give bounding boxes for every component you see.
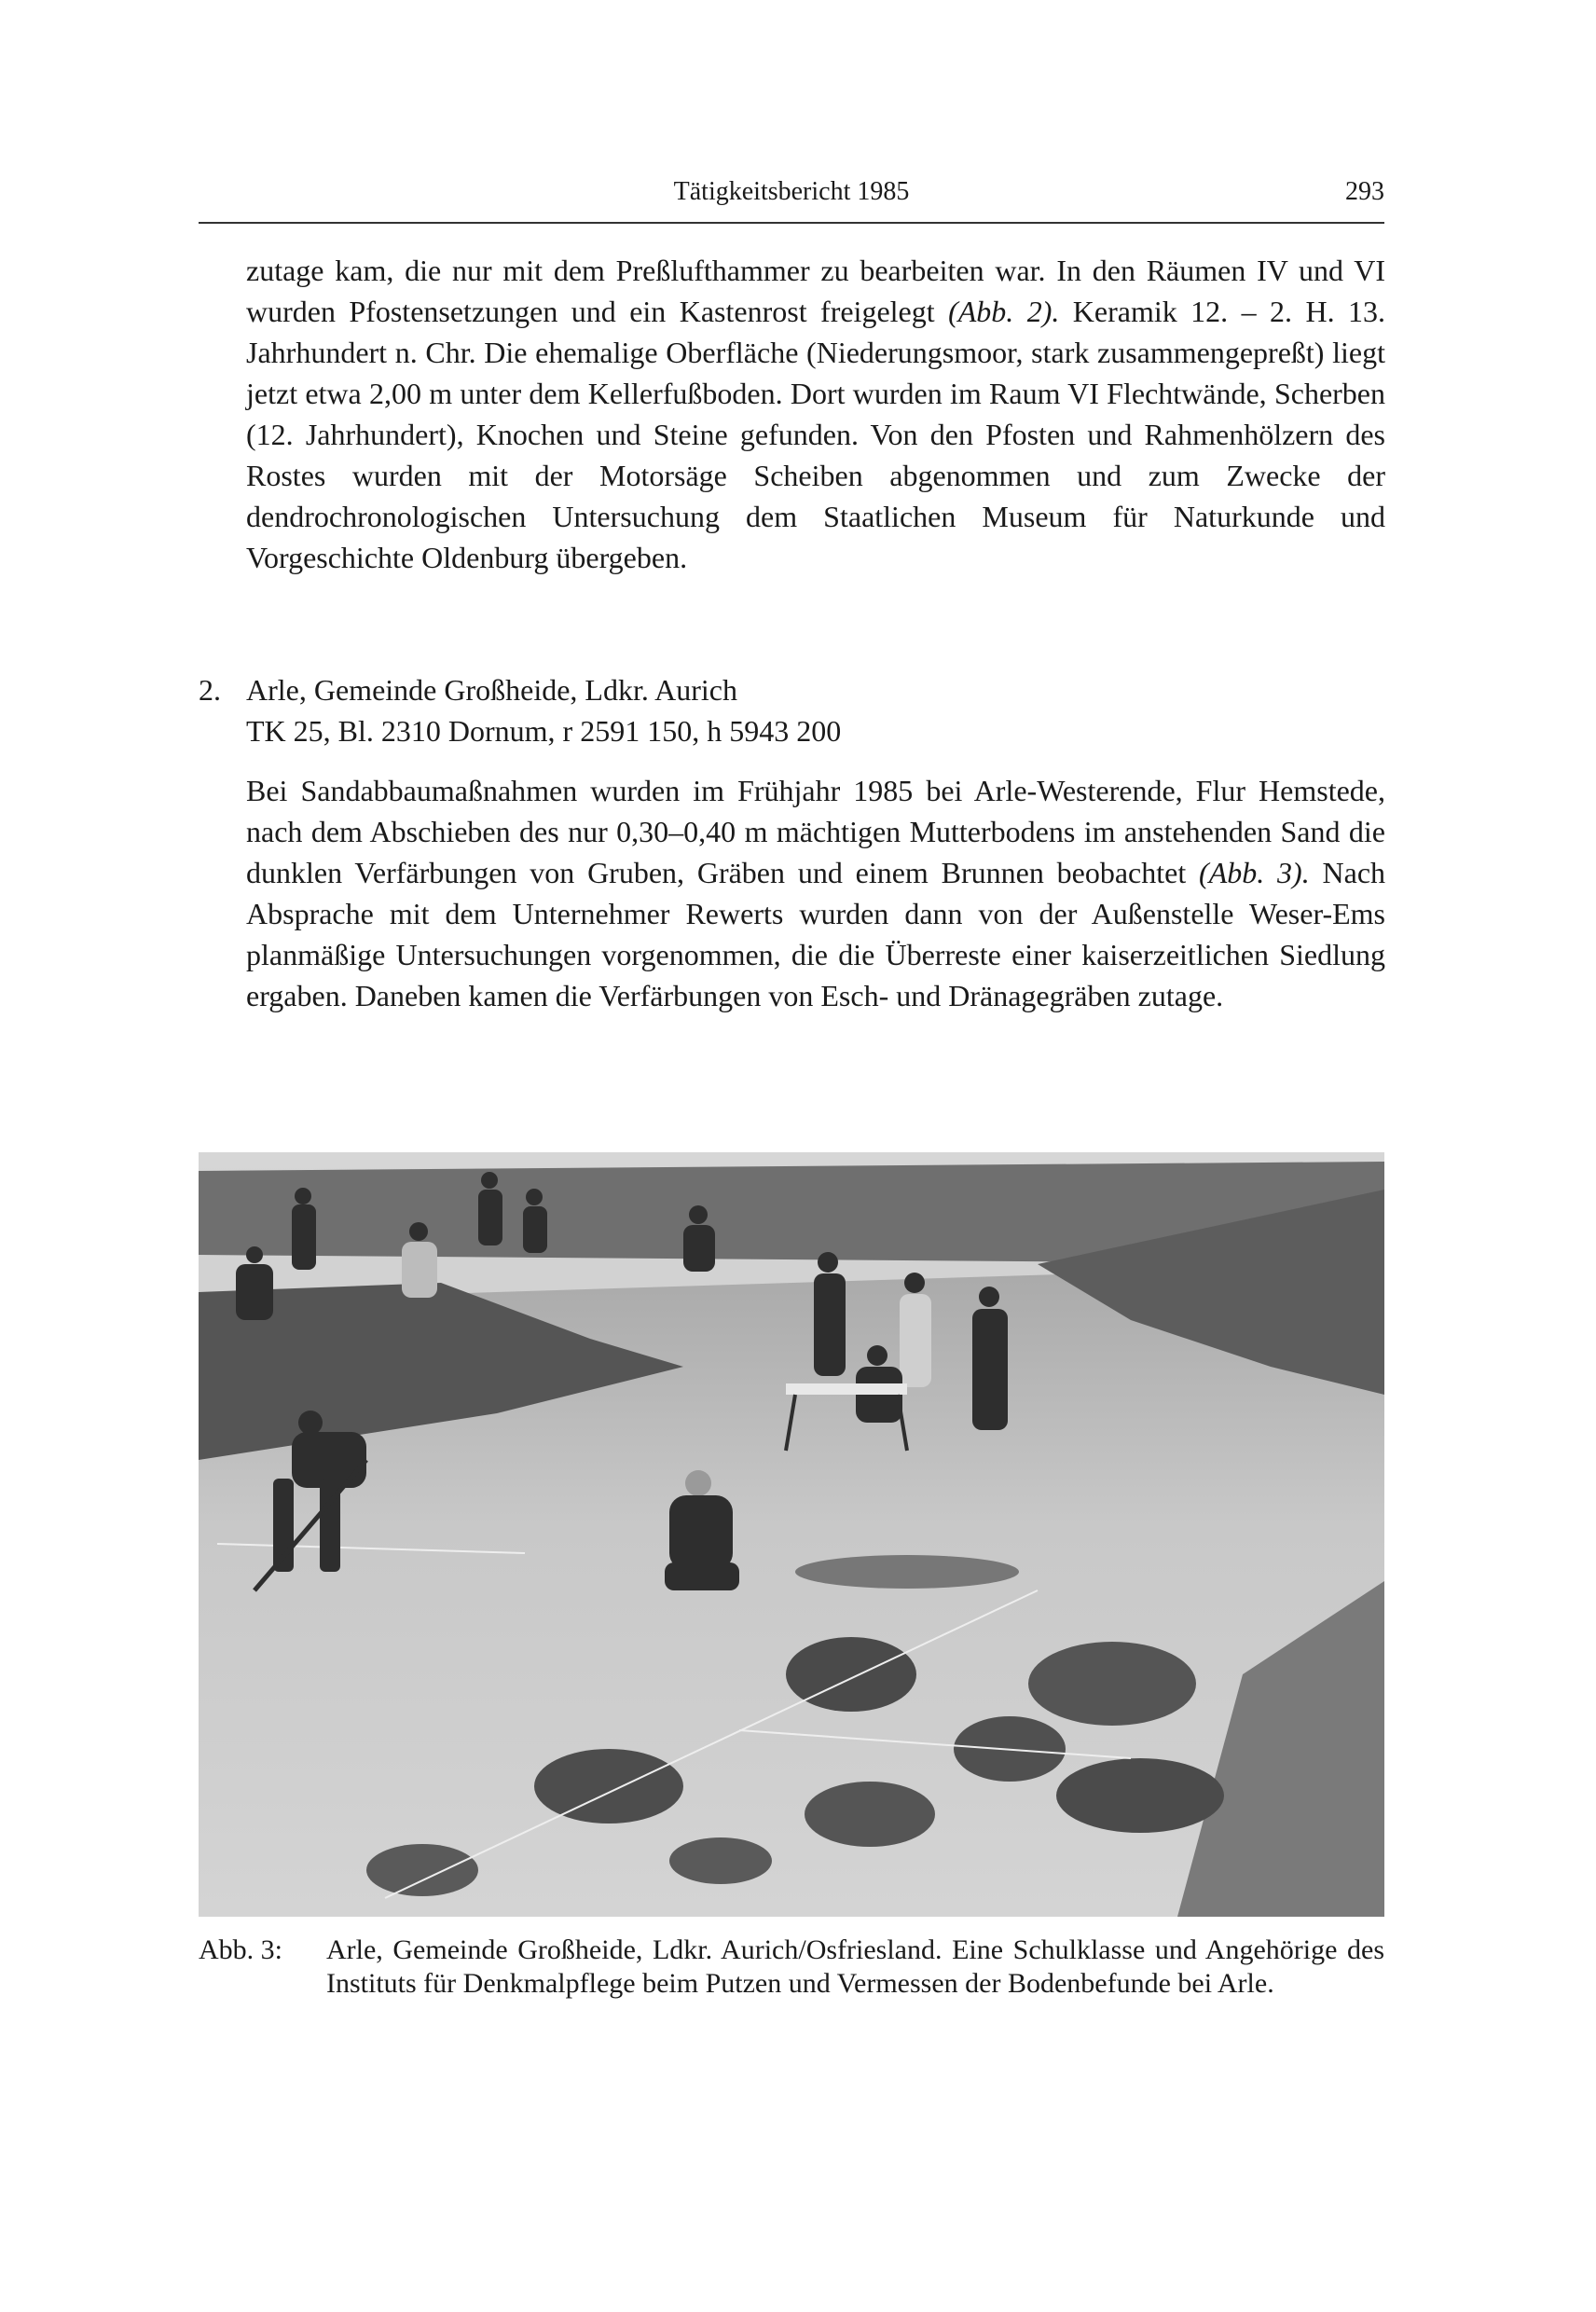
figure-reference-abb2: (Abb. 2). [948, 295, 1060, 328]
figure-caption-text: Arle, Gemeinde Großheide, Ldkr. Aurich/Osfriesland. Eine Schulklasse und Angehörige des Instituts für Denkmalpflege beim Putzen und Vermessen der Bodenbefunde bei Arle. [326, 1934, 1384, 1999]
figure-reference-abb3: (Abb. 3). [1199, 856, 1310, 889]
paragraph-2-text-b: Nach Absprache mit dem Unternehmer Rewerts wurden dann von der Außenstelle Weser-Ems planmäßige Untersuchungen vorgenommen, die die Überreste einer kaiserzeitlichen Siedlung ergaben. Daneben kamen die Verfärbungen von Esch- und Dränagegräben zutage. [246, 856, 1386, 1012]
excavation-photograph [199, 1152, 1384, 1917]
paragraph-1 [246, 250, 1385, 578]
paragraph-2-text-a: Bei Sandabbaumaßnahmen wurden im Frühjahr 1985 bei Arle-Westerende, Flur Hemstede, nach dem Abschieben des nur 0,30–0,40 m mächtigen Mutterbodens im anstehenden Sand die dunklen Verfärbungen von Gruben, Gräben und einem Brunnen beobachtet [246, 774, 1385, 889]
running-title: Tätigkeitsbericht 1985 [673, 177, 910, 206]
running-header [199, 173, 1384, 214]
paragraph-1-text-a: zutage kam, die nur mit dem Preßlufthammer zu bearbeiten war. In den Räumen IV und VI wurden Pfostensetzungen und ein Kastenrost freigelegt [246, 254, 1385, 328]
paragraph-1-text-b: Keramik 12. – 2. H. 13. Jahrhundert n. Chr. Die ehemalige Oberfläche (Niederungsmoor, stark zusammengepreßt) liegt jetzt etwa 2,00 m unter dem Kellerfußboden. Dort wurden im Raum VI Flechtwände, Scherben (12. Jahrhundert), Knochen und Steine gefunden. Von den Pfosten und Rahmenhölzern des Rostes wurden mit der Motorsäge Scheiben abgenommen und zum Zwecke der dendrochronologischen Untersuchung dem Staatlichen Museum für Naturkunde und Vorgeschichte Oldenburg übergeben. [246, 295, 1386, 574]
section-heading-lines [246, 669, 1383, 751]
paragraph-2 [246, 770, 1385, 1016]
section-map-reference: TK 25, Bl. 2310 Dornum, r 2591 150, h 5943 200 [246, 714, 842, 748]
section-number: 2. [199, 673, 221, 707]
figure-label: Abb. 3: [199, 1934, 282, 1965]
page-number: 293 [1345, 177, 1384, 206]
header-rule [199, 222, 1384, 224]
section-location: Arle, Gemeinde Großheide, Ldkr. Aurich [246, 673, 737, 707]
photo-illustration [199, 1152, 1384, 1917]
